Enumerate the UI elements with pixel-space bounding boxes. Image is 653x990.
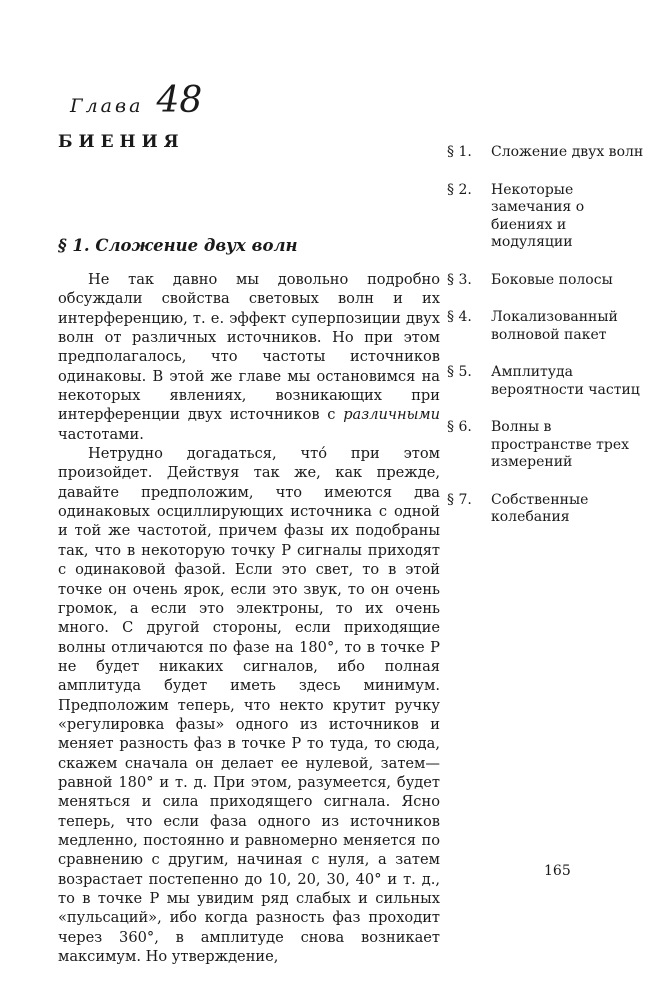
toc-item (447, 309, 647, 344)
toc-number: § 3. (447, 271, 472, 288)
paragraph-2: Нетрудно догадаться, что́ при этом произойдет. Действуя так же, как прежде, давайте предположим, что имеются два одинаковых осциллирующих источника с одной и той же частотой, причем фазы их подобраны так, что в некоторую точку P сигналы приходят с одинаковой фазой. Если это свет, то в этой точке он очень ярок, если это звук, то он очень громок, а если это электроны, то их очень много. С другой стороны, если приходящие волны отличаются по фазе на 180°, то в точке P не будет никаких сигналов, ибо полная амплитуда будет иметь здесь минимум. Предположим теперь, что некто крутит ручку «регулировка фазы» одного из источников и меняет разность фаз в точке P то туда, то сюда, скажем сначала он делает ее нулевой, затем—равной 180° и т. д. При этом, разумеется, будет меняться и сила приходящего сигнала. Ясно теперь, что если фаза одного из источников медленно, постоянно и равномерно меняется по сравнению с другим, начиная с нуля, а затем возрастает постепенно до 10, 20, 30, 40° и т. д., то в точке P мы увидим ряд слабых и сильных «пульсаций», ибо когда разность фаз проходит через 360°, в амплитуде снова возникает максимум. Но утверждение, (58, 445, 440, 966)
toc-title: Некоторые замечания о биениях и модуляции (491, 181, 585, 250)
chapter-title: БИЕНИЯ (58, 132, 185, 152)
toc-number: § 1. (447, 144, 472, 160)
toc-title: Амплитуда вероятности частиц (491, 364, 640, 398)
toc-item (447, 364, 647, 399)
body-text (58, 270, 440, 966)
toc-item (447, 419, 647, 472)
toc-number: § 2. (447, 181, 472, 198)
toc-number: § 7. (447, 491, 472, 508)
paragraph-1-text: Не так давно мы довольно подробно обсуждали свойства световых волн и их интерференцию, т. е. эффект суперпозиции двух волн от различных источников. Но при этом предполагалось, что частоты источников одинаковы. В этой же главе мы остановимся на некоторых явлениях, возникающих при интерференции двух источников с (58, 271, 440, 424)
paragraph-1-tail: частотами. (58, 425, 144, 443)
section-heading: § 1. Сложение двух волн (58, 236, 298, 255)
chapter-number: 48 (156, 80, 203, 121)
page-number: 165 (544, 863, 571, 879)
toc-number: § 6. (447, 419, 472, 435)
paragraph-1-emphasis: различными (343, 406, 440, 424)
toc-item (447, 144, 647, 162)
chapter-contents (447, 144, 647, 547)
toc-item (447, 492, 647, 527)
toc-title: Волны в пространстве трех измерений (491, 419, 630, 470)
chapter-label (70, 80, 202, 121)
toc-title: Локализованный волновой пакет (491, 309, 618, 343)
toc-title: Боковые полосы (491, 271, 613, 288)
toc-item (447, 272, 647, 290)
toc-number: § 4. (447, 309, 472, 325)
chapter-label-word: Глава (70, 95, 144, 117)
toc-title: Собственные колебания (491, 491, 589, 525)
toc-number: § 5. (447, 364, 472, 380)
toc-item (447, 182, 647, 252)
paragraph-1 (58, 270, 440, 444)
toc-title: Сложение двух волн (491, 144, 644, 160)
